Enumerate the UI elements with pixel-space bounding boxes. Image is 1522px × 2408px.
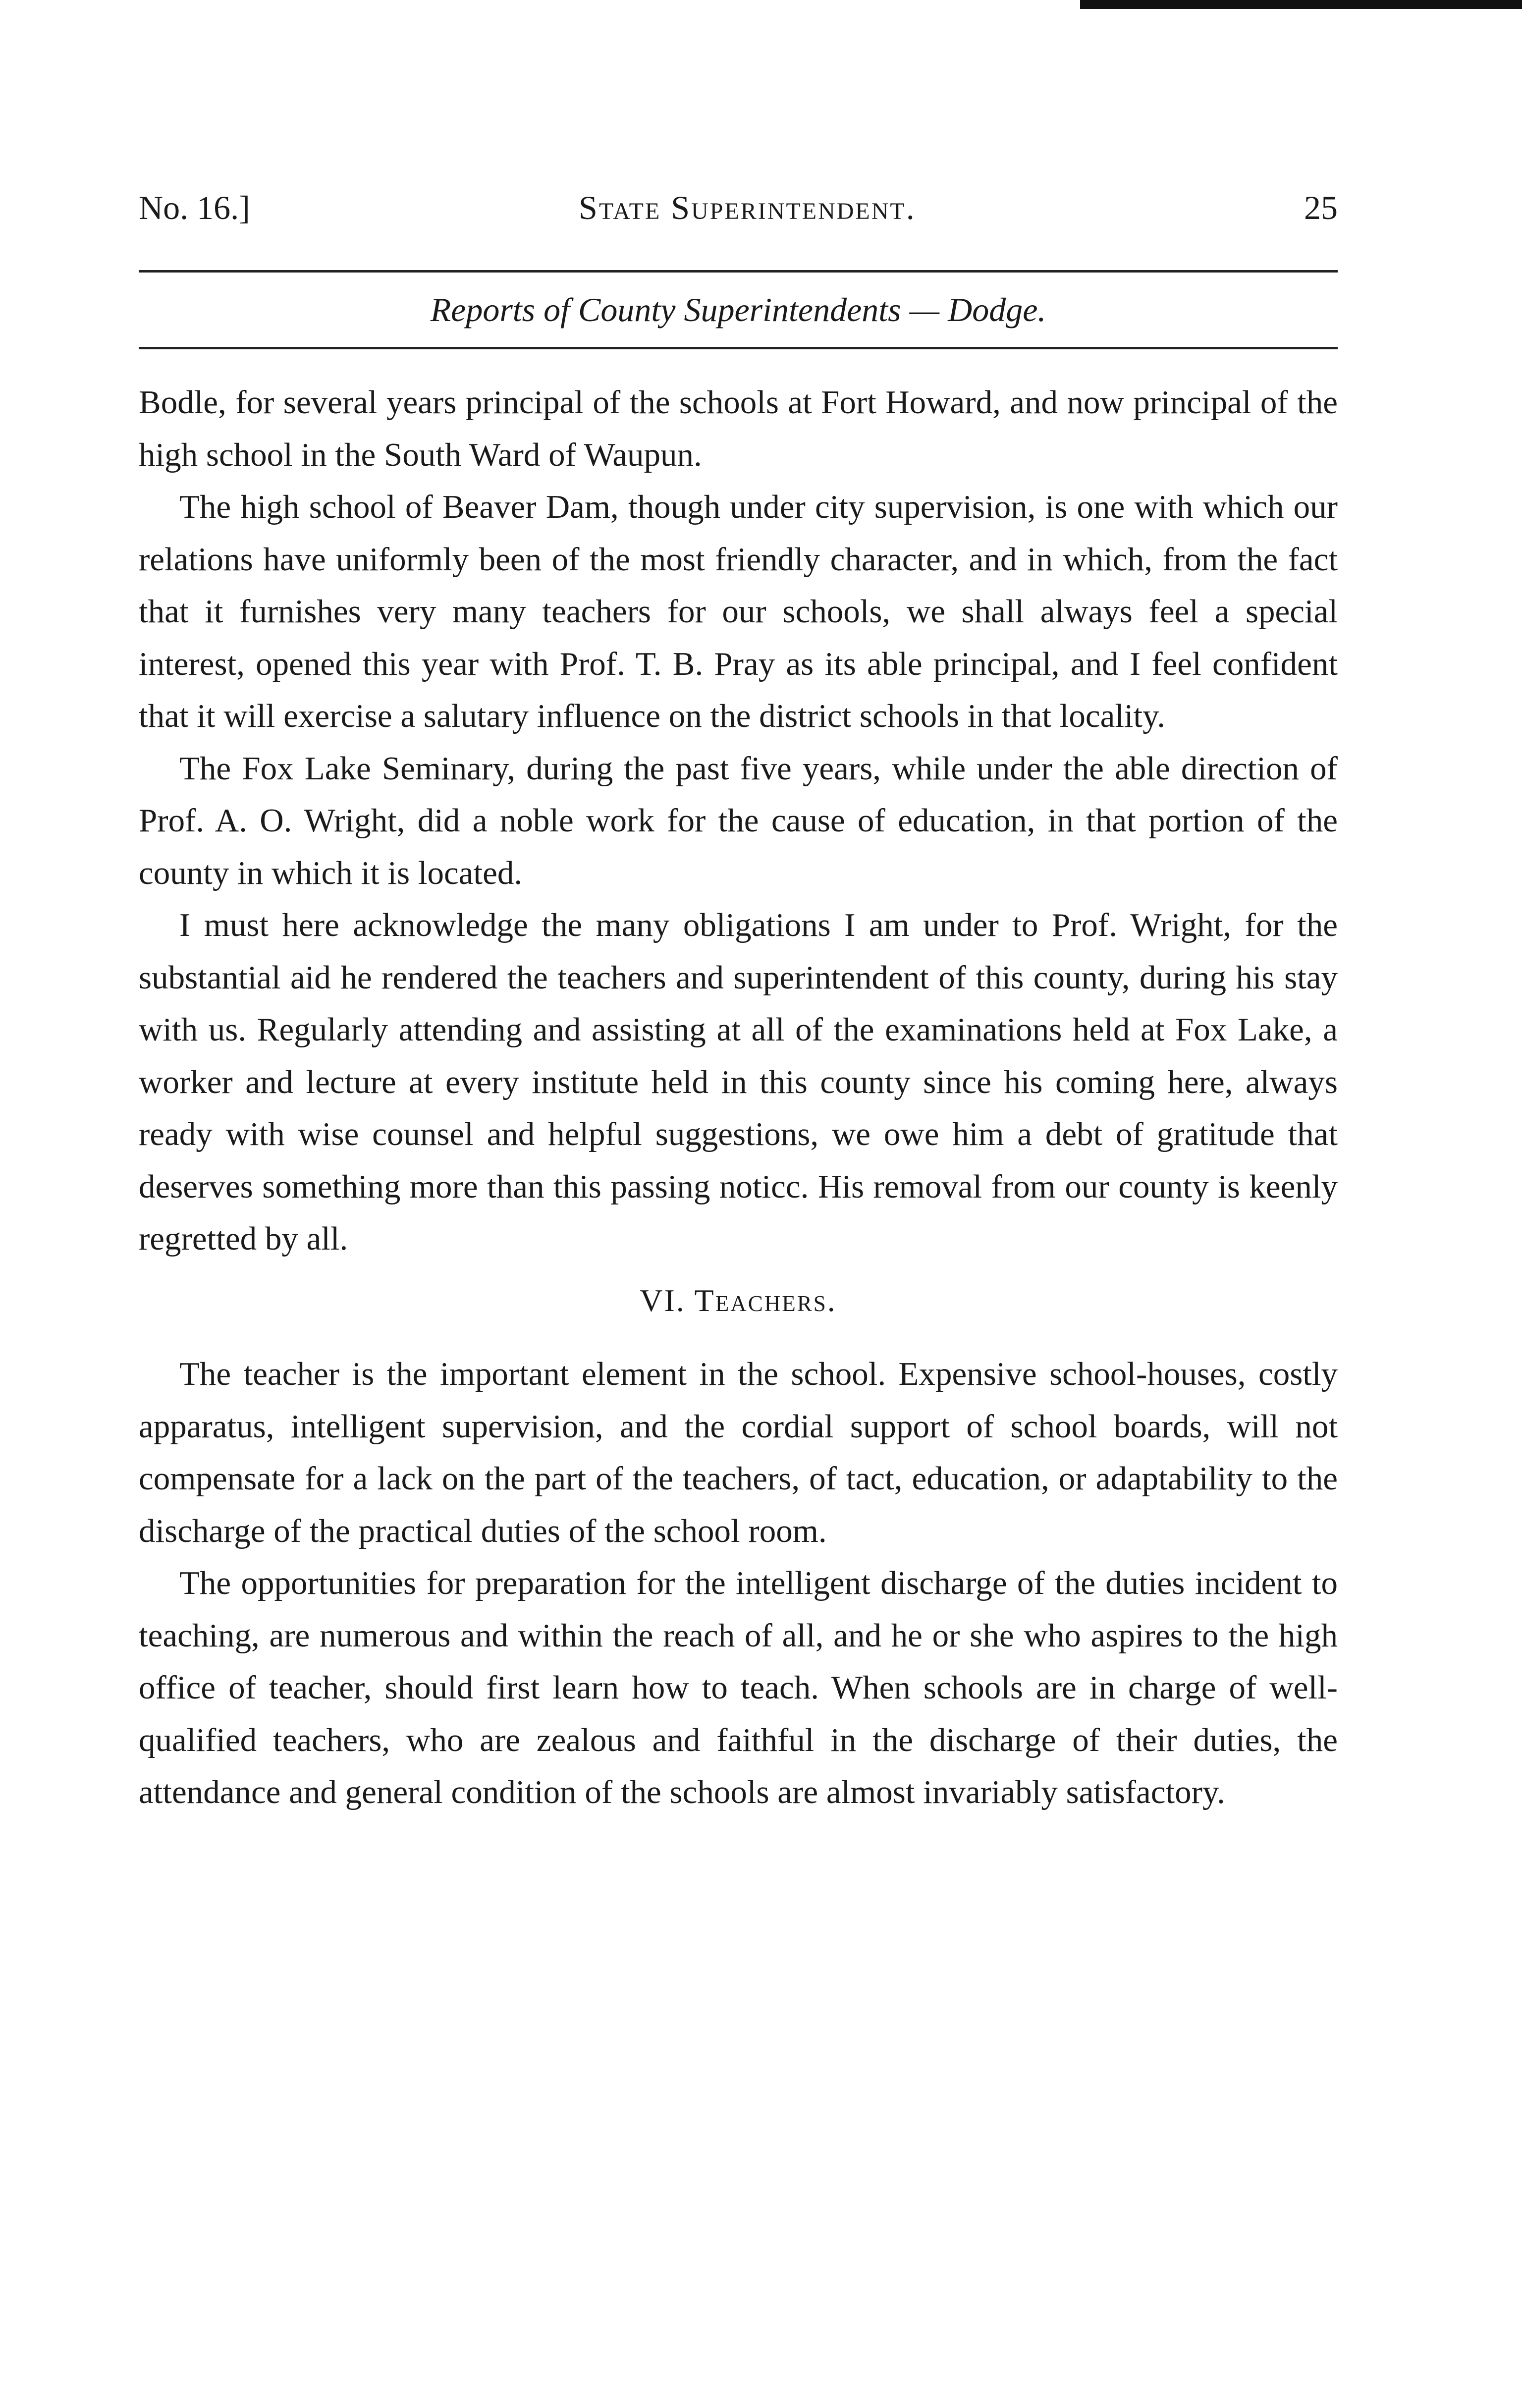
document-page bbox=[139, 188, 1338, 1819]
running-head bbox=[139, 188, 1338, 243]
paragraph: Bodle, for several years principal of the schools at Fort Howard, and now principal of the high school in the South Ward of Waupun. bbox=[139, 384, 1338, 473]
page-number: 25 bbox=[1304, 189, 1338, 226]
document-number: No. 16.] bbox=[139, 189, 250, 226]
paragraph: I must here acknowledge the many obligations I am under to Prof. Wright, for the substantial aid he rendered the teachers and superintendent of this county, during his stay with us. Regularly attending and assisting at all of the examinations held at Fox Lake, a worker and lecture at every institute held in this county since his coming here, always ready with wise counsel and helpful suggestions, we owe him a debt of gratitude that deserves something more than this passing noticc. His removal from our county is keenly regretted by all. bbox=[139, 907, 1338, 1257]
scan-edge-mark bbox=[1080, 0, 1522, 9]
header-rule-bottom bbox=[139, 347, 1338, 349]
body-text bbox=[139, 377, 1338, 1819]
paragraph: The Fox Lake Seminary, during the past five years, while under the able direction of Prof. A. O. Wright, did a noble work for the cause of education, in that portion of the county in which it is located. bbox=[139, 750, 1338, 891]
running-title: State Superintendent. bbox=[579, 189, 916, 226]
paragraph: The teacher is the important element in the school. Expensive school-houses, costly apparatus, intelligent supervision, and the cordial support of school boards, will not compensate for a lack on the part of the teachers, of tact, education, or adaptability to the discharge of the practical duties of the school room. bbox=[139, 1356, 1338, 1549]
paragraph: The opportunities for preparation for the intelligent discharge of the duties incident to teaching, are numerous and within the reach of all, and he or she who aspires to the high office of teacher, should first learn how to teach. When schools are in charge of well-qualified teachers, who are zealous and faithful in the discharge of their duties, the attendance and general condition of the schools are almost invariably satisfactory. bbox=[139, 1565, 1338, 1810]
section-subheading: Reports of County Superintendents — Dodge. bbox=[430, 291, 1046, 328]
section-heading: VI. Teachers. bbox=[640, 1282, 837, 1318]
paragraph: The high school of Beaver Dam, though under city supervision, is one with which our relations have uniformly been of the most friendly character, and in which, from the fact that it furnishes very many teachers for our schools, we shall always feel a special interest, opened this year with Prof. T. B. Pray as its able principal, and I feel confident that it will exercise a salutary influence on the district schools in that locality. bbox=[139, 489, 1338, 734]
